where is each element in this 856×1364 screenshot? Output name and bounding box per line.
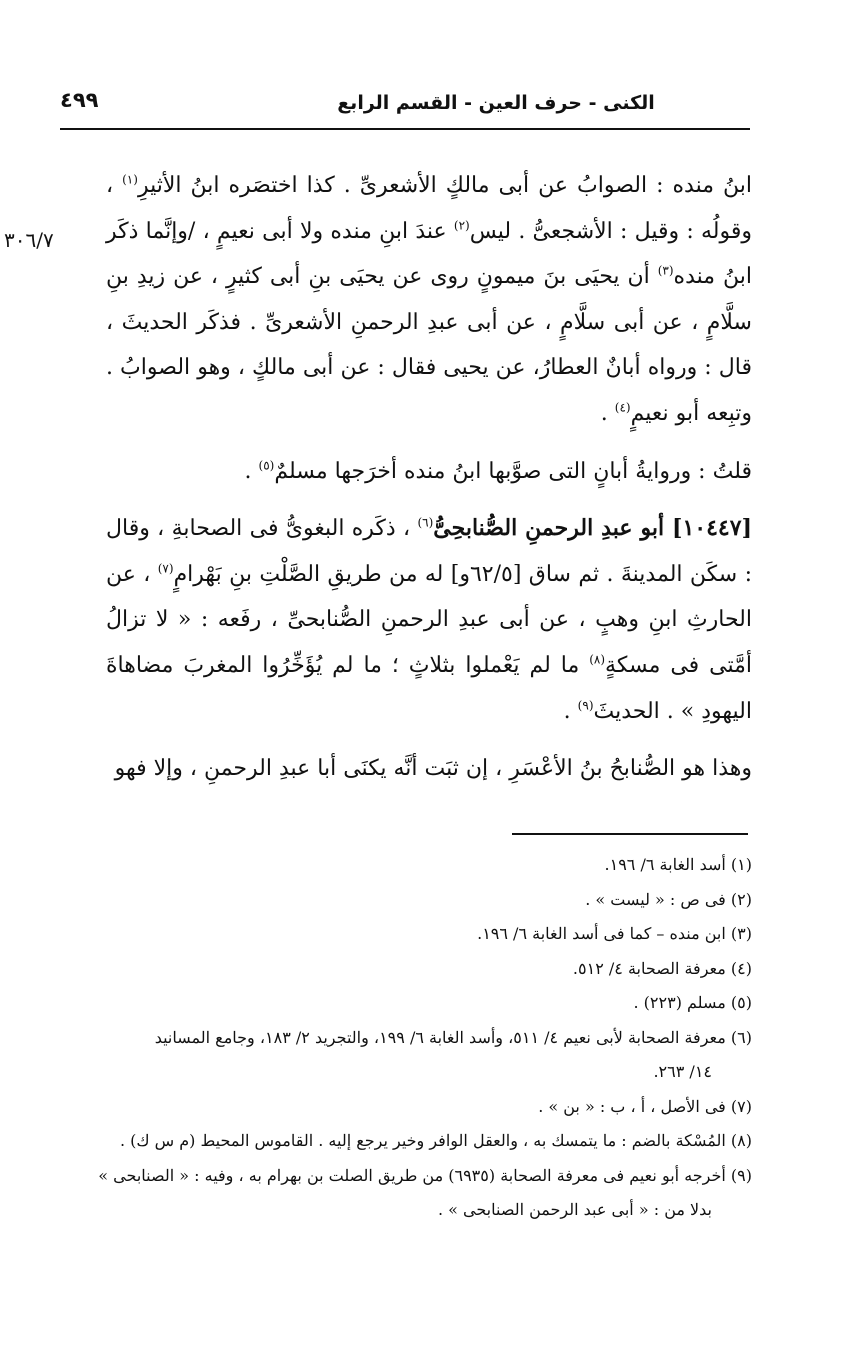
- text-line: ما لم يَعْملوا بثلاثٍ ؛ ما لم يُؤَخِّرُوا المغربَ مضاهاةَ اليهودِ » .: [106, 652, 752, 724]
- footnote-ref: (٤): [614, 400, 631, 415]
- footnotes: [52, 848, 752, 1228]
- text-fragment: منده: [673, 264, 716, 290]
- footnote-ref: (١): [122, 172, 138, 187]
- paragraph-2: [106, 449, 752, 495]
- text-line: عن أبى سلَّامٍ ، عن أبى عبدِ الرحمنِ الأشعرىِّ . فذكَر الحديثَ ، قال : ورواه: [106, 309, 752, 381]
- text-fragment: .: [563, 698, 578, 724]
- text-fragment: عندَ ابنِ منده ولا أبى نعيمٍ ، /وإنَّما ذكَر ابنُ: [106, 218, 752, 290]
- footnote-item: (٣) ابن منده – كما فى أسد الغابة ٦/ ١٩٦.: [477, 924, 752, 943]
- paragraph-1: [106, 163, 752, 437]
- text-line: وقولُه : وقيل : الأشجعىُّ . ليس: [469, 218, 753, 244]
- text-line: وقال : سكَن المدينةَ . ثم ساق [٦٢/٥و] له من طريقِ الصَّلْتِ بنِ بَهْرامٍ: [106, 516, 752, 587]
- text-line: قلتُ : وروايةُ أبانٍ التى صوَّبها ابنُ منده أخرَجها مسلمٌ: [274, 458, 752, 484]
- header-rule: [60, 128, 750, 130]
- text-fragment: .: [600, 400, 615, 426]
- running-header: الكنى - حرف العين - القسم الرابع: [337, 92, 655, 114]
- text-fragment: ، عن: [106, 561, 158, 587]
- footnote-ref: (٢): [453, 218, 470, 233]
- footnote-ref: (٥): [258, 458, 275, 473]
- paragraph-4: وهذا هو الصُّنابحُ بنُ الأعْسَرِ ، إن ثبَت أنَّه يكنَى أبا عبدِ الرحمنِ ، وإلا فهو: [114, 756, 752, 782]
- text-line: ابنُ منده : الصوابُ عن أبى مالكٍ الأشعرىِّ . كذا اختصَره ابنُ الأثيرِ: [137, 173, 752, 198]
- text-line: الحارثِ ابنِ وهبٍ ، عن أبى عبدِ الرحمنِ الصُّنابحىِّ ، رفَعه : « لا تزالُ أمَّتى فى: [106, 607, 752, 678]
- text-fragment: الحديثَ: [593, 698, 660, 724]
- text-line: أبانٌ العطارُ، عن يحيى فقال : عن أبى مالكٍ ، وهو الصوابُ . وتبِعه أبو نعيمٍ: [106, 355, 752, 426]
- footnote-item: (٩) أخرجه أبو نعيم فى معرفة الصحابة (٦٩٣٥) من طريق الصلت بن بهرام به ، وفيه : « الصنابحى »: [98, 1165, 752, 1185]
- entry-heading: [١٠٤٤٧] أبو عبدِ الرحمنِ الصُّنابحِىُّ: [433, 515, 752, 542]
- footnote-continuation: ١٤/ ٢٦٣.: [653, 1062, 712, 1081]
- text-line: أن يحيَى بنَ ميمونٍ روى عن يحيَى بنِ أبى كثيرٍ ، عن زيدِ بنِ سلَّامٍ ،: [106, 264, 752, 335]
- text-fragment: ،: [106, 173, 123, 198]
- page-number: ٤٩٩: [60, 88, 99, 112]
- footnote-ref: (٣): [657, 263, 674, 278]
- footnote-continuation: بدلا من : « أبى عبد الرحمن الصنابحى » .: [437, 1200, 712, 1219]
- footnote-item: (٧) فى الأصل ، أ ، ب : « بن » .: [538, 1096, 752, 1116]
- main-text: [106, 163, 752, 792]
- footnote-rule: [512, 833, 748, 835]
- footnote-ref: (٩): [577, 698, 594, 713]
- footnote-item: (٦) معرفة الصحابة لأبى نعيم ٤/ ٥١١، وأسد الغابة ٦/ ١٩٩، والتجريد ٢/ ١٨٣، وجامع المسانيد: [154, 1027, 752, 1047]
- footnote-item: (٥) مسلم (٢٢٣) .: [633, 993, 752, 1012]
- footnote-item: (٨) المُسْكة بالضم : ما يتمسك به ، والعقل الوافر وخير يرجع إليه . القاموس المحيط (م س ك) .: [119, 1131, 752, 1150]
- paragraph-3: [106, 506, 752, 734]
- footnote-ref: (٧): [157, 561, 174, 576]
- footnote-ref: (٨): [589, 652, 606, 667]
- footnote-item: (٢) فى ص : « ليست » .: [585, 889, 752, 909]
- text-fragment: مسكةٍ: [605, 652, 661, 678]
- margin-reference: ٣٠٦/٧: [4, 228, 54, 252]
- text-fragment: ، ذكَره البغوىُّ فى الصحابةِ ،: [157, 516, 418, 542]
- footnote-item: (١) أسد الغابة ٦/ ١٩٦.: [604, 855, 752, 874]
- footnote-item: (٤) معرفة الصحابة ٤/ ٥١٢.: [572, 958, 752, 978]
- text-fragment: .: [244, 458, 259, 484]
- footnote-ref: (٦): [417, 515, 434, 530]
